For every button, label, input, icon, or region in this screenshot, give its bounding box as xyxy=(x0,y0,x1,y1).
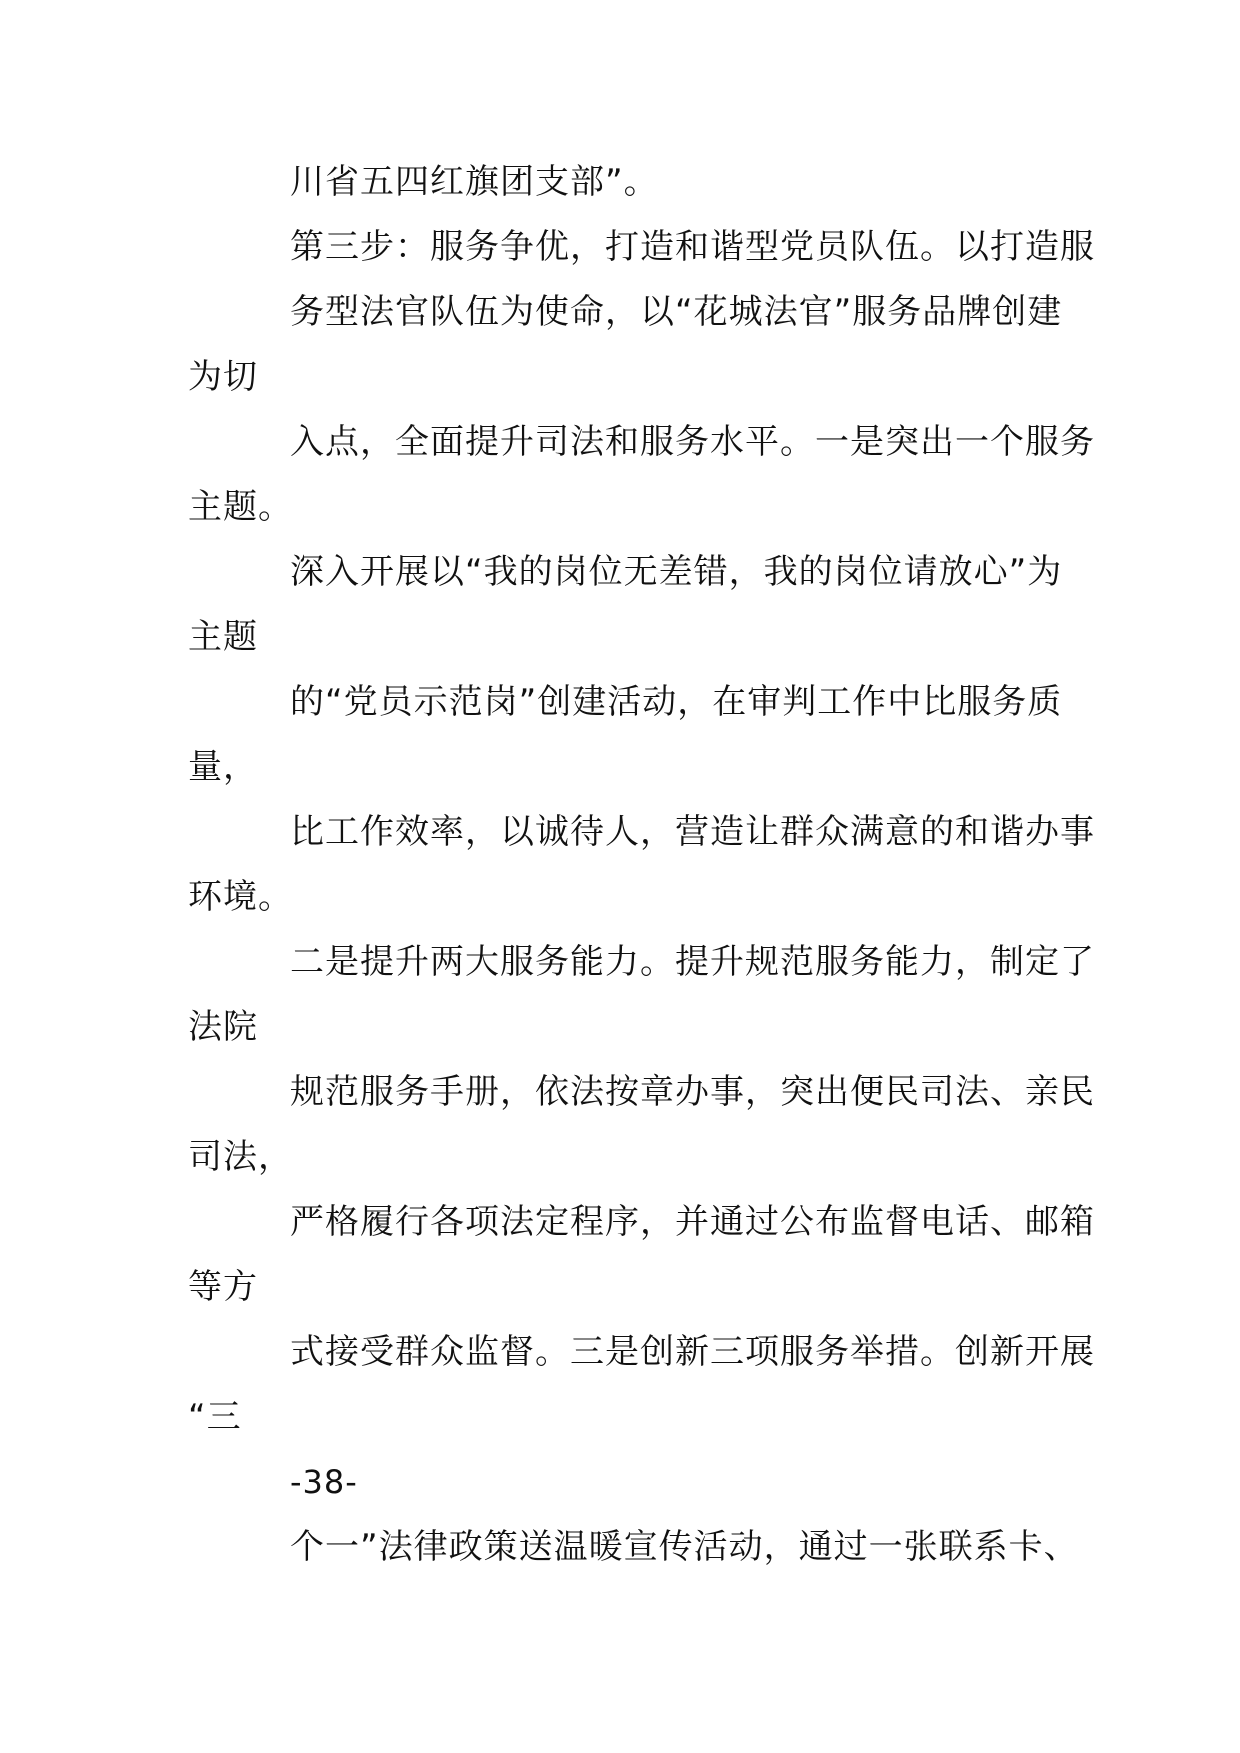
text-line: 为切 xyxy=(188,357,258,397)
text-line: 环境。 xyxy=(188,877,293,917)
text-line: 规范服务手册，依法按章办事，突出便民司法、亲民 xyxy=(290,1072,1095,1112)
text-line: 深入开展以“我的岗位无差错，我的岗位请放心”为 xyxy=(290,552,1063,592)
text-line: 司法， xyxy=(188,1137,293,1177)
text-line: 严格履行各项法定程序，并通过公布监督电话、邮箱 xyxy=(290,1202,1095,1242)
text-line: 务型法官队伍为使命，以“花城法官”服务品牌创建 xyxy=(290,292,1063,332)
text-line: 川省五四红旗团支部”。 xyxy=(290,162,659,202)
text-line: 比工作效率，以诚待人，营造让群众满意的和谐办事 xyxy=(290,812,1095,852)
text-line: 式接受群众监督。三是创新三项服务举措。创新开展 xyxy=(290,1332,1095,1372)
text-line: 等方 xyxy=(188,1267,258,1307)
text-line: 主题。 xyxy=(188,487,293,527)
text-line: “三 xyxy=(188,1397,242,1437)
text-line: 主题 xyxy=(188,617,258,657)
text-line: 法院 xyxy=(188,1007,258,1047)
text-line: 入点，全面提升司法和服务水平。一是突出一个服务 xyxy=(290,422,1095,462)
text-line: 个一”法律政策送温暖宣传活动，通过一张联系卡、 xyxy=(290,1527,1079,1567)
text-line: 量， xyxy=(188,747,258,787)
text-line: 二是提升两大服务能力。提升规范服务能力，制定了 xyxy=(290,942,1095,982)
text-line: 第三步：服务争优，打造和谐型党员队伍。以打造服 xyxy=(290,227,1095,267)
page-number: -38- xyxy=(290,1463,358,1501)
text-line: 的“党员示范岗”创建活动，在审判工作中比服务质 xyxy=(290,682,1063,722)
